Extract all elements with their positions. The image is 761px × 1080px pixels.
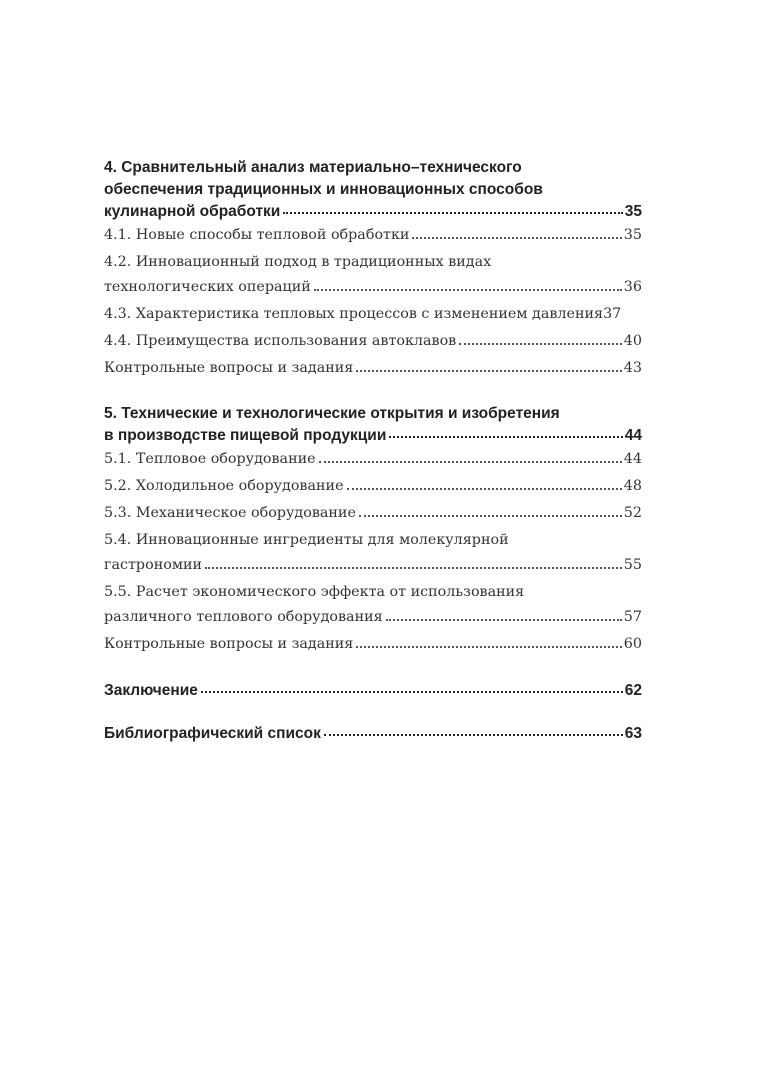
entry-label: 5.3. Механическое оборудование xyxy=(104,505,356,521)
entry-label: 4.2. Инновационный подход в традиционных видах xyxy=(104,254,492,270)
toc-entry xyxy=(104,474,642,499)
dot-leader xyxy=(201,676,623,694)
entry-label: 5.5. Расчет экономического эффекта от использования xyxy=(104,584,525,600)
toc-entry xyxy=(104,329,642,354)
page-number: 43 xyxy=(623,360,642,376)
dot-leader xyxy=(356,632,621,648)
page-number: 44 xyxy=(624,427,642,444)
toc-entry xyxy=(104,528,642,578)
toc-conclusion xyxy=(104,680,642,702)
toc-chapter-4 xyxy=(104,157,642,223)
entry-label: 5.2. Холодильное оборудование xyxy=(104,478,344,494)
dot-leader xyxy=(314,275,622,291)
dot-leader xyxy=(459,329,622,345)
dot-leader xyxy=(386,605,622,621)
page-number: 57 xyxy=(623,609,642,625)
dot-leader xyxy=(205,553,622,569)
entry-label: Заключение xyxy=(104,682,198,699)
entry-label: различного теплового оборудования xyxy=(104,609,383,625)
dot-leader xyxy=(347,474,622,490)
toc-entry xyxy=(104,447,642,472)
toc-chapter-4-items xyxy=(104,223,642,381)
toc-entry xyxy=(104,501,642,526)
page-number: 35 xyxy=(624,203,642,220)
toc-entry xyxy=(104,250,642,300)
chapter-title-line: 5. Технические и технологические открытия и изобретения xyxy=(104,405,560,422)
toc-entry xyxy=(104,356,642,381)
entry-label: Контрольные вопросы и задания xyxy=(104,636,354,652)
page-number: 62 xyxy=(624,682,642,699)
page-number: 63 xyxy=(624,725,642,742)
entry-label: 4.4. Преимущества использования автоклавов xyxy=(104,333,457,349)
entry-label: 5.4. Инновационные ингредиенты для молекулярной xyxy=(104,532,509,548)
toc-chapter-5-items xyxy=(104,447,642,657)
entry-label: 4.3. Характеристика тепловых процессов с изменением давления xyxy=(104,306,604,322)
page-number: 36 xyxy=(623,279,642,295)
page-number: 44 xyxy=(623,451,642,467)
page-number: 52 xyxy=(623,505,642,521)
chapter-title-line: 4. Сравнительный анализ материально–технического xyxy=(104,159,522,176)
entry-label: технологических операций xyxy=(104,279,311,295)
page-number: 55 xyxy=(623,557,642,573)
chapter-title-line: кулинарной обработки xyxy=(104,203,281,220)
entry-label: 5.1. Тепловое оборудование xyxy=(104,451,316,467)
page-number: 37 xyxy=(603,306,622,322)
toc-entry xyxy=(104,302,642,327)
dot-leader xyxy=(283,197,622,215)
chapter-title-line: обеспечения традиционных и инновационных способов xyxy=(104,181,543,198)
chapter-title-line: в производстве пищевой продукции xyxy=(104,427,387,444)
page-number: 48 xyxy=(623,478,642,494)
toc-entry xyxy=(104,223,642,248)
entry-label: Библиографический список xyxy=(104,725,321,742)
entry-label: гастрономии xyxy=(104,557,203,573)
entry-label: Контрольные вопросы и задания xyxy=(104,360,354,376)
page-number: 35 xyxy=(623,227,642,243)
dot-leader xyxy=(412,223,621,239)
toc-entry xyxy=(104,580,642,630)
toc-entry xyxy=(104,632,642,657)
toc-bibliography xyxy=(104,723,642,745)
toc-chapter-5 xyxy=(104,403,642,447)
dot-leader xyxy=(359,501,622,517)
dot-leader xyxy=(356,356,621,372)
dot-leader xyxy=(389,421,622,439)
table-of-contents xyxy=(104,157,642,745)
page-number: 40 xyxy=(623,333,642,349)
dot-leader xyxy=(319,447,622,463)
entry-label: 4.1. Новые способы тепловой обработки xyxy=(104,227,410,243)
dot-leader xyxy=(324,719,623,737)
page-number: 60 xyxy=(623,636,642,652)
